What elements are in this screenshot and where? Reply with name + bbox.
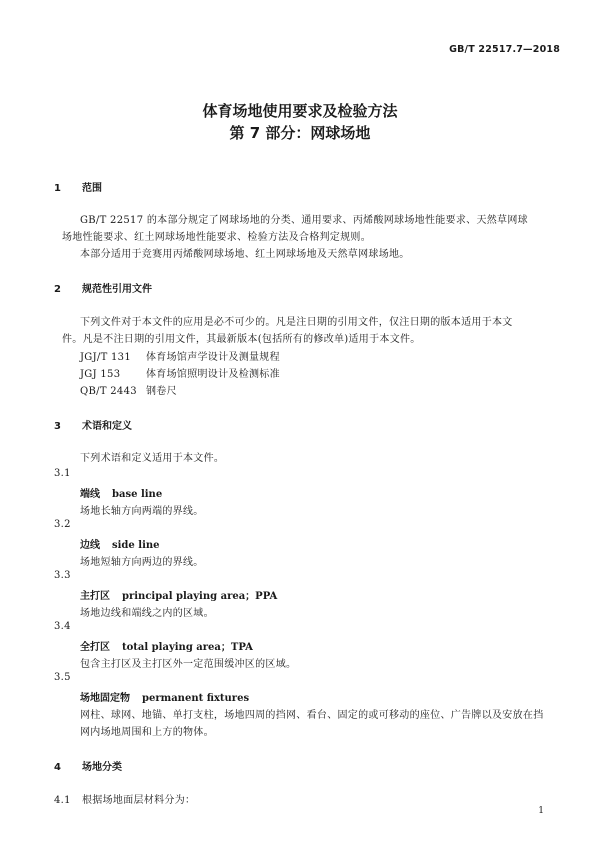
section-number: 4 [54,762,61,773]
term-definition: 场地边线和端线之内的区域。 [80,608,214,619]
section-heading-1 [54,179,102,194]
reference-name: 体育场馆声学设计及测量规程 [146,352,280,363]
subclause-text: 根据场地面层材料分为： [82,795,196,806]
subclause [54,791,195,806]
standard-code: GB/T 22517.7—2018 [449,44,560,55]
term-cn: 边线 [80,540,100,551]
section-heading-2 [54,280,152,295]
term-en: base line [112,489,163,500]
term-heading [80,638,253,653]
term-number: 3.3 [54,570,71,581]
section-title: 术语和定义 [82,421,132,432]
section-number: 3 [54,421,61,432]
reference-code: QB/T 2443 [80,386,137,397]
paragraph-line: GB/T 22517 的本部分规定了网球场地的分类、通用要求、丙烯酸网球场地性能要求、天然草网球 [80,215,528,226]
term-en: side line [112,540,160,551]
paragraph-line: 场地性能要求、红土网球场地性能要求、检验方法及合格判定规则。 [62,232,371,243]
section-number: 2 [54,284,61,295]
term-definition: 包含主打区及主打区外一定范围缓冲区的区域。 [80,659,297,670]
term-cn: 场地固定物 [80,693,130,704]
paragraph-line: 件。凡是不注日期的引用文件，其最新版本(包括所有的修改单)适用于本文件。 [62,334,421,345]
reference-item [80,348,280,363]
term-heading [80,536,160,551]
term-en: total playing area；TPA [122,642,253,653]
term-number: 3.2 [54,519,71,530]
reference-code: JGJ/T 131 [80,352,132,363]
term-heading [80,587,277,602]
page-number: 1 [538,806,544,816]
term-en: permanent fixtures [142,693,250,704]
section-title: 规范性引用文件 [82,284,152,295]
term-definition: 场地短轴方向两边的界线。 [80,557,204,568]
term-definition: 网柱、球网、地锚、单打支柱，场地四周的挡网、看台、固定的或可移动的座位、广告牌以及安放在挡 [80,710,544,721]
section-heading-3 [54,417,132,432]
reference-name: 钢卷尺 [146,386,177,397]
term-number: 3.4 [54,621,71,632]
term-cn: 端线 [80,489,100,500]
section-number: 1 [54,183,61,194]
term-definition: 场地长轴方向两端的界线。 [80,506,204,517]
term-en: principal playing area；PPA [122,591,278,602]
document-title: 体育场地使用要求及检验方法 [202,102,398,120]
paragraph-line: 本部分适用于竞赛用丙烯酸网球场地、红土网球场地及天然草网球场地。 [80,249,410,260]
paragraph-line: 下列文件对于本文件的应用是必不可少的。凡是注日期的引用文件，仅注日期的版本适用于本文 [80,317,513,328]
reference-item [80,382,177,397]
term-cn: 全打区 [80,642,110,653]
section-title: 场地分类 [82,762,122,773]
term-heading [80,689,249,704]
term-heading [80,485,162,500]
subclause-number: 4.1 [54,795,71,806]
term-definition: 网内场地周围和上方的物体。 [80,727,214,738]
reference-code: JGJ 153 [80,369,121,380]
paragraph-line: 下列术语和定义适用于本文件。 [80,453,225,464]
reference-item [80,365,280,380]
section-title: 范围 [82,183,102,194]
term-cn: 主打区 [80,591,110,602]
section-heading-4 [54,758,122,773]
term-number: 3.1 [54,468,71,479]
reference-name: 体育场馆照明设计及检测标准 [146,369,280,380]
term-number: 3.5 [54,672,71,683]
document-subtitle: 第 7 部分：网球场地 [229,124,371,142]
